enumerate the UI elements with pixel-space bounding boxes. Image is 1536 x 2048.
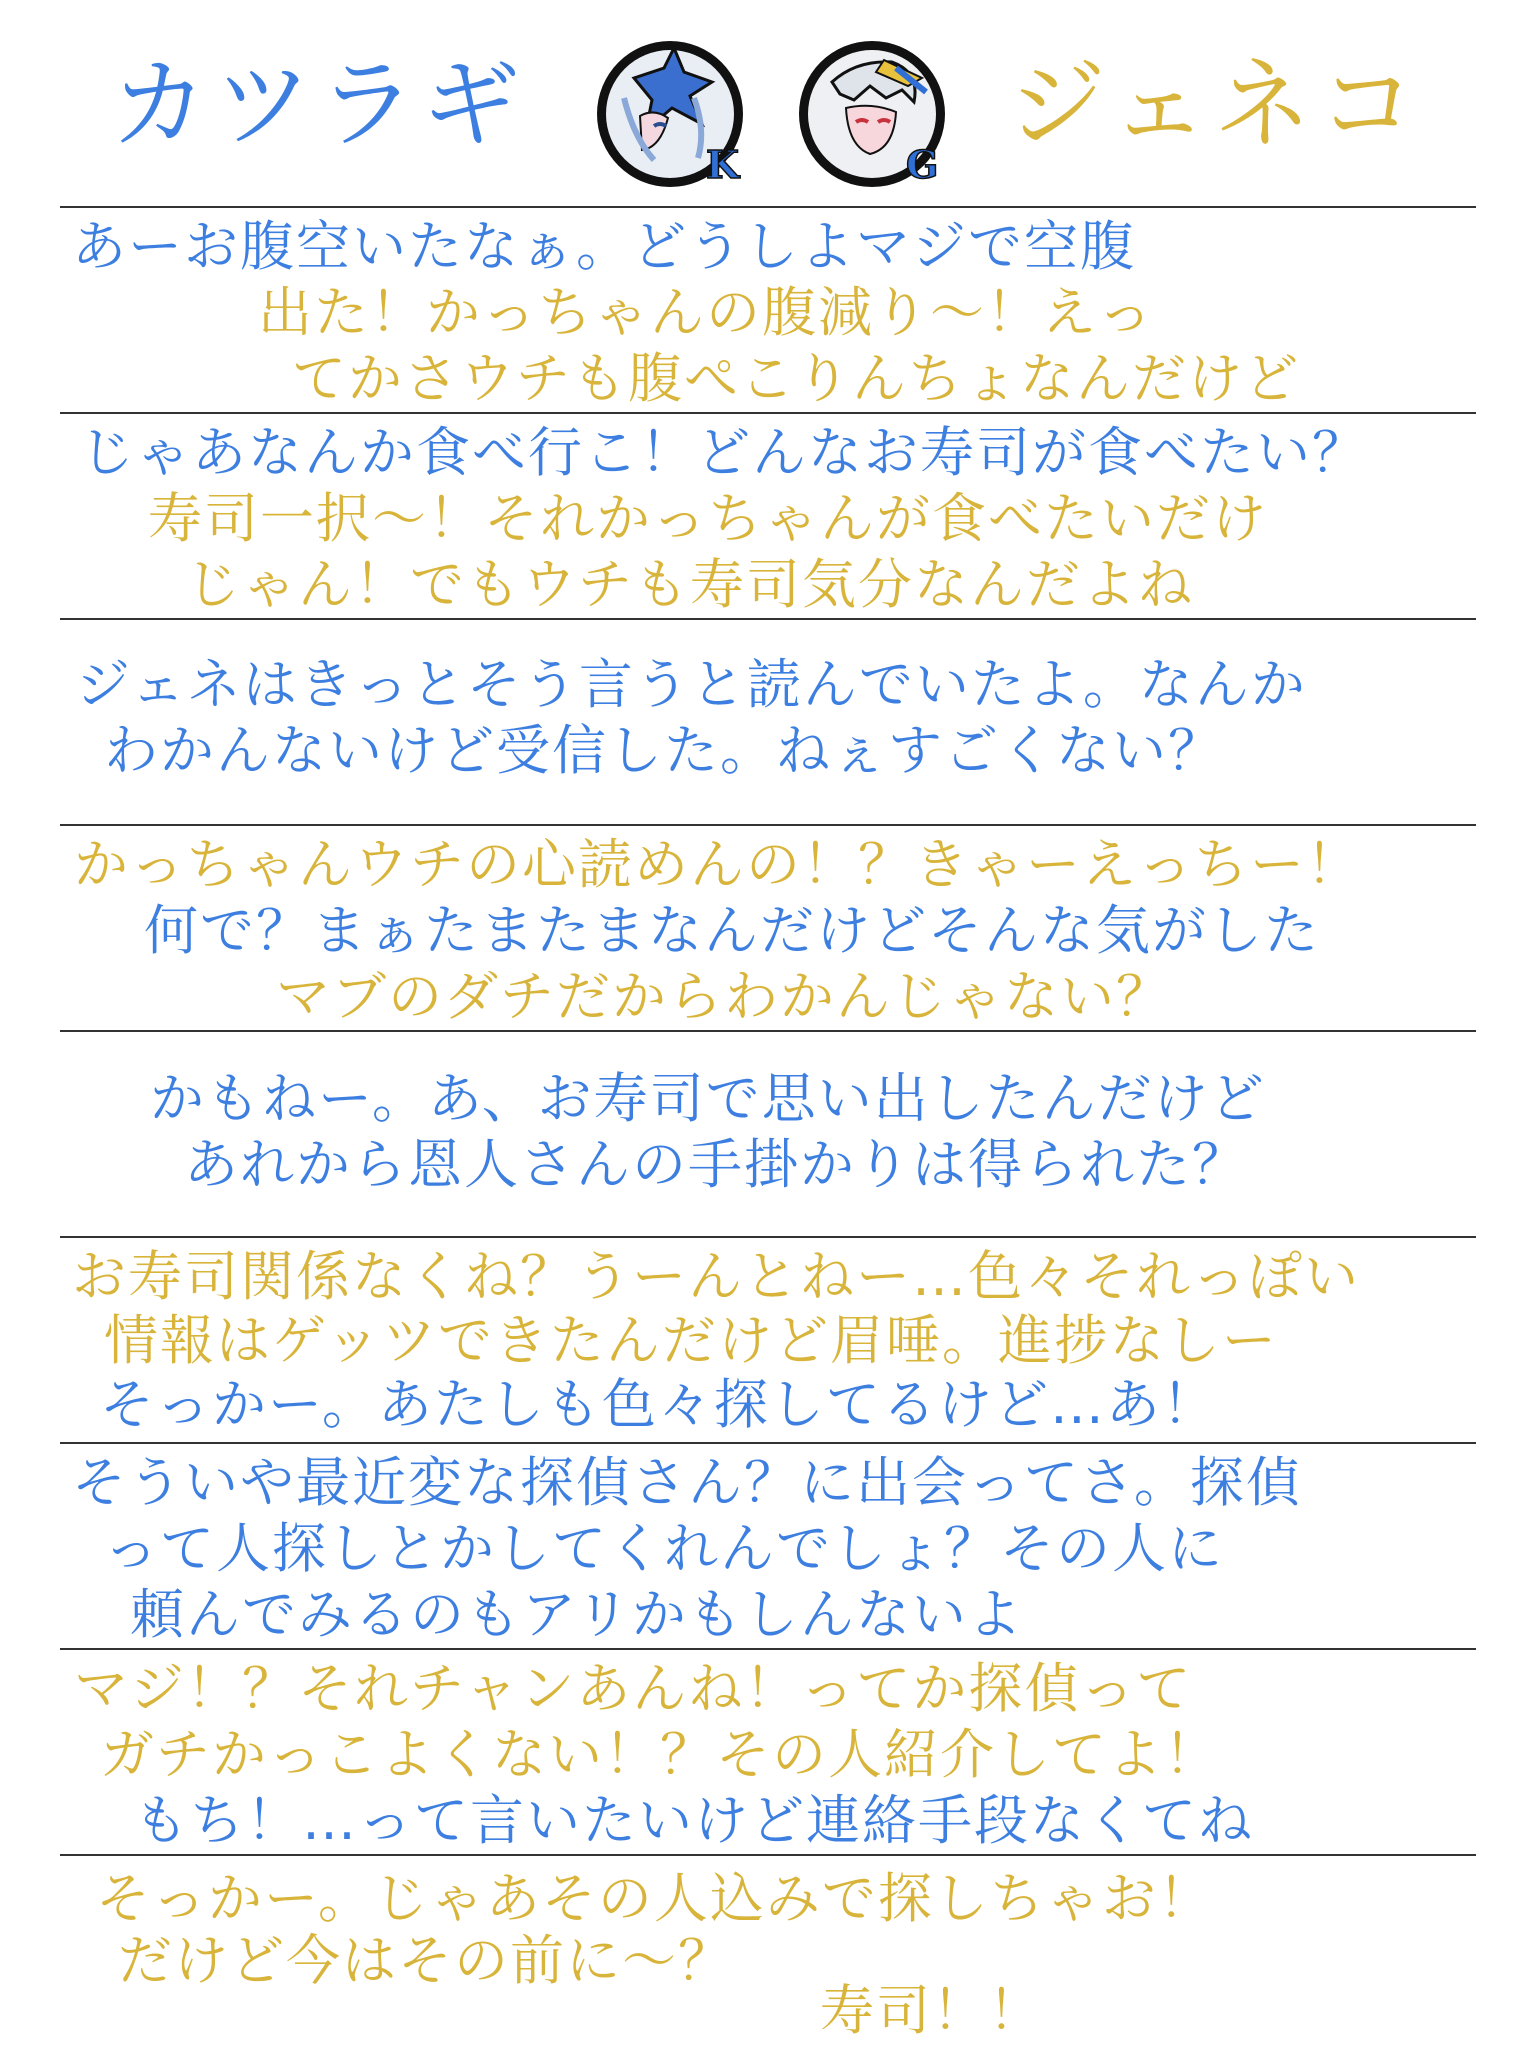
dialogue-line: ジェネはきっとそう言うと読んでいたよ。なんか xyxy=(76,653,1307,716)
dialogue-line: わかんないけど受信した。ねぇすごくない？ xyxy=(104,719,1224,782)
section-divider xyxy=(60,206,1476,208)
section-divider xyxy=(60,1442,1476,1444)
section-divider xyxy=(60,618,1476,620)
dialogue-line: 寿司一択～！それかっちゃんが食べたいだけ xyxy=(148,487,1268,550)
dialogue-line: 寿司！！ xyxy=(820,1979,1044,2042)
dialogue-line: かもねー。あ、お寿司で思い出したんだけど xyxy=(150,1067,1266,1130)
dialogue-line: じゃん！でもウチも寿司気分なんだよね xyxy=(186,553,1194,616)
dialogue-line: あれから恩人さんの手掛かりは得られた？ xyxy=(184,1133,1248,1196)
section-divider xyxy=(60,824,1476,826)
speaker-name-katsuragi: カツラギ xyxy=(110,48,527,162)
jeneko-avatar-icon xyxy=(796,38,948,190)
dialogue-line: ガチかっこよくない！？その人紹介してよ！ xyxy=(100,1723,1220,1786)
section-divider xyxy=(60,1030,1476,1032)
section-divider xyxy=(60,1648,1476,1650)
dialogue-line: てかさウチも腹ぺこりんちょなんだけど xyxy=(292,347,1300,410)
dialogue-line: 出た！かっちゃんの腹減り～！えっ xyxy=(258,281,1154,344)
dialogue-line: そっかー。あたしも色々探してるけど…あ！ xyxy=(100,1373,1218,1436)
dialogue-line: マブのダチだからわかんじゃない？ xyxy=(276,965,1172,1028)
dialogue-line: そういや最近変な探偵さん？に出会ってさ。探偵 xyxy=(72,1451,1302,1514)
section-divider xyxy=(60,412,1476,414)
dialogue-line: もち！…って言いたいけど連絡手段なくてね xyxy=(134,1789,1254,1852)
dialogue-line: あーお腹空いたなぁ。どうしよマジで空腹 xyxy=(72,215,1136,278)
dialogue-line: って人探しとかしてくれんでしょ？その人に xyxy=(104,1517,1224,1580)
dialogue-line: かっちゃんウチの心読めんの！？きゃーえっちー！ xyxy=(74,833,1362,896)
katsuragi-avatar-icon xyxy=(594,38,746,190)
dialogue-line: じゃあなんか食べ行こ！どんなお寿司が食べたい？ xyxy=(80,421,1368,484)
dialogue-line: 何で？まぁたまたまなんだけどそんな気がした xyxy=(144,899,1320,962)
dialogue-line: 情報はゲッツできたんだけど眉唾。進捗なしー xyxy=(104,1309,1278,1372)
badge-letter-k: K xyxy=(706,142,740,187)
section-divider xyxy=(60,1854,1476,1856)
section-divider xyxy=(60,1236,1476,1238)
dialogue-line: マジ！？それチャンあんね！ってか探偵って xyxy=(74,1657,1193,1720)
speaker-name-jeneko: ジェネコ xyxy=(1008,48,1423,162)
dialogue-line: だけど今はその前に～？ xyxy=(118,1929,734,1992)
dialogue-line: そっかー。じゃあその人込みで探しちゃお！ xyxy=(96,1867,1214,1930)
dialogue-line: お寿司関係なくね？うーんとねー…色々それっぽい xyxy=(72,1245,1360,1308)
badge-letter-g: G xyxy=(906,142,939,187)
dialogue-line: 頼んでみるのもアリかもしんないよ xyxy=(130,1583,1024,1646)
